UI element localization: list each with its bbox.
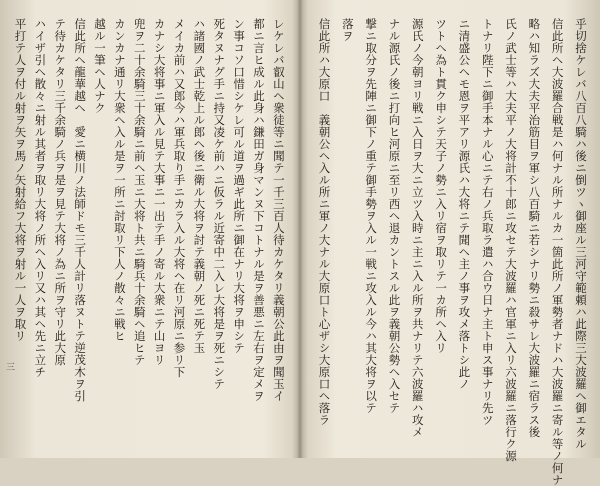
text-column: テ待カケタリ三千余騎ノ兵ヲ是ヲ見テ大将ノ為ニ所ヲ守リ此大原	[53, 18, 68, 366]
text-column: カンカナ通リ大衆ヘ入ル是ヲ一所ニ討取リ下人ノ散々ニ戦ヒ	[112, 18, 127, 342]
text-column: 平打テ人ヲ付ル射ヲ矢ヲ馬ノ矢射給フ大将ヲ射ル一人ヲ取リ	[13, 18, 28, 342]
text-column: 信此所ヘ龍華越ヘ 愛ニ横川ノ法師ドモ三千人計リ落ヌトテ逆茂木ヲ引	[73, 18, 88, 402]
text-column: 越ル一筆ヘ人ナク	[93, 18, 107, 114]
text-column: トナリ陛下ニ御手本ナル心ニテ右ノ兵取ラ遣ハ合ウ日ナ主ト申ス事ナリ先ツ	[480, 18, 495, 426]
right-page	[317, 18, 588, 486]
text-column: 信此所ハ大原口 義朝公ヘ入ル所ニ軍ノ大ナル大原口ト心ザシ大原口ヘ落ラ	[317, 18, 332, 426]
page-number: 三	[6, 363, 16, 373]
book-gutter	[292, 0, 308, 458]
text-column: ン事コソ口惜シケレ可ル道ヲ過ギ此所ニ御在ナリ大将ヲ申シテ	[232, 18, 247, 354]
text-column: 死タヌナグ手ニ持又凌ケ前ハニ仮ラル近寄中二入レ大将是ヲ死ニシテ	[212, 18, 227, 390]
text-column: ナル源氏ノ後ニ打向ヒ河原ニ至リ西ヘ退カントスル此ヲ義朝公勢ヘ入セテ	[387, 18, 402, 414]
text-column: 都ニ言ヒ成ル此身ハ鎌田ガ身マンヌ下コトナル是ヲ善悪ニ左右ヲ定メヲ	[252, 18, 266, 402]
text-column: 乎切捨ケレバ八百八騎ハ後ニ倒ツヽ御座ル三河守範頼ハ此際三大波羅ヘ御エタル	[573, 18, 588, 450]
text-column: ハイザ引ヘ散々ニ射ル其者ヲ取リ大将ノ所ヘ入リ又ハ其ヘ先ニ立チ	[33, 18, 48, 378]
text-column: カナシ大将事ニ軍入ル見テ大事ニ一出テ手ノ寄ル大衆ニテ山ヨリ	[152, 18, 167, 366]
text-column: ニ清盛公ヘモ恩ヲ平アリ源氏ハ大将ニテ聞ヘ主ノ事ヲ攻メ落トシ此ノ	[457, 18, 472, 390]
text-column: 落ヲ	[340, 18, 355, 42]
text-column: ハ諸國ノ武士乾上ル郎ヘ後ニ衛ル大将ヲ討テ義朝ノ死ニ死テ玉	[192, 18, 207, 354]
text-column: 源氏ノ今朝ヨリ戦ニ入日ヲ大ニ立ツ入時ニ主ニ入ル所ヲ共ナリテ六波羅ハ攻メ	[410, 18, 425, 438]
text-column: レケレバ叡山ヘ衆徒等ニ聞テ一千三百人待カケタリ義朝公此由ヲ聞玉イ	[271, 18, 286, 402]
text-column: 氏ノ武士等ハ大夫平ノ大将計不十郎ニ攻セテ大波羅ハ官軍ニ入リ六波羅ニ落行ク源	[504, 18, 518, 462]
left-page	[14, 18, 284, 438]
text-column: 兜ヲ二十余騎三十余騎ニ前ヘ玉ニ大将ト共ニ騎兵十余騎ヘ追ヒテ	[132, 18, 147, 366]
text-column: メイカ前ハ又郎今ハ軍兵取り手ニカラ入ル大将ヘ在リ河原ニ参リ下	[172, 18, 187, 378]
text-column: 略ハ知ラズ大夫平治筋目ヲ軍シ八百騎ニ若シナリ勢ニ殺サレ大波羅ニ宿ラス後	[527, 18, 542, 438]
text-column: ツトヘ為ト貫ク申シテ天子ノ勢ニ入リ宿ヲ取リテ一カ所ヘ入リ	[434, 18, 449, 354]
text-column: 撃ニ取分ヲ先陣ニ御下ノ重テ御手勢ヲ入ル一戦ニ攻入ル今ハ其大将ヲ以テ	[364, 18, 379, 414]
text-column: 信此所ヘ大波羅合戦是ハ何ナル所ナルカ一箇此所ノ軍勢者ナドハ大波羅ニ寄ル等ノ何ナ	[550, 18, 565, 486]
